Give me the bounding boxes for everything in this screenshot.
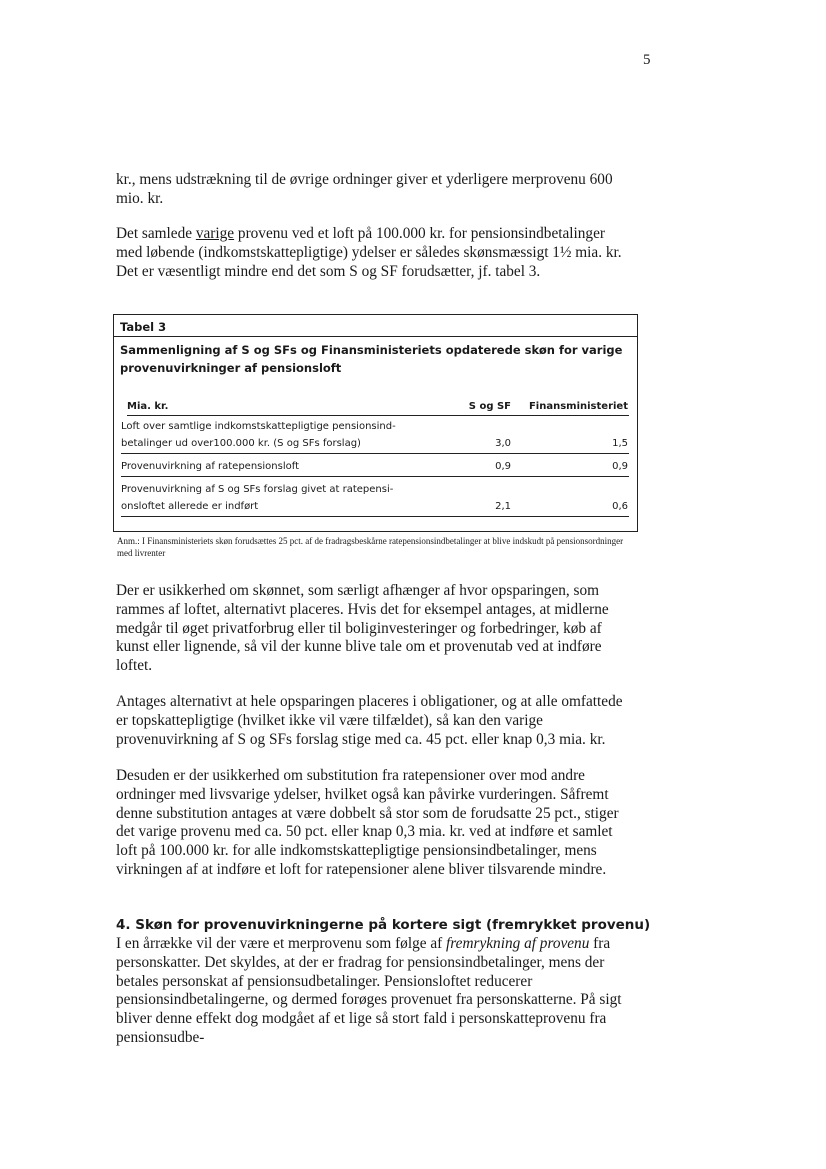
table-header-finansministeriet: Finansministeriet (528, 401, 628, 412)
table-cell-s-sf: 0,9 (495, 461, 511, 472)
table-header-rule (127, 415, 629, 416)
table-header-s-sf: S og SF (468, 401, 511, 412)
section-4-italic-term: fremrykning af provenu (446, 935, 590, 952)
section-4-text-before: I en årrække vil der være et merprovenu som følge af (116, 935, 447, 952)
section-4-paragraph (116, 935, 630, 1048)
table-cell-finansministeriet: 1,5 (612, 438, 628, 449)
table-row-label-line1: Provenuvirkning af S og SFs forslag givet at ratepensi- (121, 484, 394, 495)
table-title: Sammenligning af S og SFs og Finansministeriets opdaterede skøn for varige provenuvirkninger af pensionsloft (120, 343, 623, 375)
table-cell-finansministeriet: 0,9 (612, 461, 628, 472)
intro-p2-text-after: provenu ved et loft på 100.000 kr. for pensionsindbetalinger med løbende (indkomstskattepligtige) ydelser er således skønsmæssigt 1½ mia. kr. Det er væsentligt mindre end det som S og SF forudsætter, jf. tabel 3. (116, 225, 622, 280)
table-row-label-line2: betalinger ud over100.000 kr. (S og SFs forslag) (121, 438, 361, 449)
section-4-heading: 4. Skøn for provenuvirkningerne på kortere sigt (fremrykket provenu) (116, 917, 651, 933)
table-row-label-line1: Provenuvirkning af ratepensionsloft (121, 461, 299, 472)
table-note: Anm.: I Finansministeriets skøn forudsættes 25 pct. af de fradragsbeskårne ratepensionsindbetalinger at blive indskudt på pensionsordninger med livrenter (117, 536, 624, 558)
table-cell-finansministeriet: 0,6 (612, 501, 628, 512)
table-header-unit: Mia. kr. (127, 401, 169, 412)
table-label-divider (114, 336, 637, 337)
body-paragraph-3: Desuden er der usikkerhed om substitution fra ratepensioner over mod andre ordninger med livsvarige ydelser, hvilket også kan påvirke vurderingen. Såfremt denne substitution antages at være dobbelt så stor som de forudsatte 25 pct., stiger det varige provenu med ca. 50 pct. eller knap 0,3 mia. kr. ved at indføre et samlet loft på 100.000 kr. for alle indkomstskattepligtige pensionsindbetalinger, mens virkningen af at indføre et loft for ratepensioner alene bliver tilsvarende mindre. (116, 767, 619, 878)
table-cell-s-sf: 3,0 (495, 438, 511, 449)
page-number: 5 (643, 52, 651, 68)
table-label: Tabel 3 (120, 320, 167, 334)
table-row-rule (121, 476, 629, 477)
table-row-label-line2: onsloftet allerede er indført (121, 501, 259, 512)
body-paragraph-1: Der er usikkerhed om skønnet, som særligt afhænger af hvor opsparingen, som rammes af loftet, alternativt placeres. Hvis det for eksempel antages, at midlerne medgår til øget privatforbrug eller til boliginvesteringer og forbedringer, køb af kunst eller lignende, så vil der kunne blive tale om et provenutab ved at indføre loftet. (116, 582, 609, 675)
intro-paragraph-1: kr., mens udstrækning til de øvrige ordninger giver et yderligere merprovenu 600 mio. kr. (116, 171, 613, 207)
body-paragraph-2: Antages alternativt at hele opsparingen placeres i obligationer, og at alle omfattede er topskattepligtige (hvilket ikke vil være tilfældet), så kan den varige provenuvirkning af S og SFs forslag stige med ca. 45 pct. eller knap 0,3 mia. kr. (116, 693, 623, 748)
table-cell-s-sf: 2,1 (495, 501, 511, 512)
table-row-label-line1: Loft over samtlige indkomstskattepligtige pensionsind- (121, 421, 396, 432)
intro-paragraph-2 (116, 225, 630, 281)
table-row-rule (121, 453, 629, 454)
intro-p2-underlined: varige (195, 225, 235, 242)
table-row-rule (121, 516, 629, 517)
table-3 (113, 314, 638, 532)
intro-p2-text-before: Det samlede (116, 225, 196, 242)
section-4-text-after: fra personskatter. Det skyldes, at der er fradrag for pensionsindbetalinger, mens der betales personskat af pensionsudbetalinger. Pensionsloftet reducerer pensionsindbetalingerne, og dermed forøges provenuet fra personskatterne. På sigt bliver denne effekt dog modgået af et lige så stort fald i personskatteprovenu fra pensionsudbe- (116, 935, 622, 1046)
